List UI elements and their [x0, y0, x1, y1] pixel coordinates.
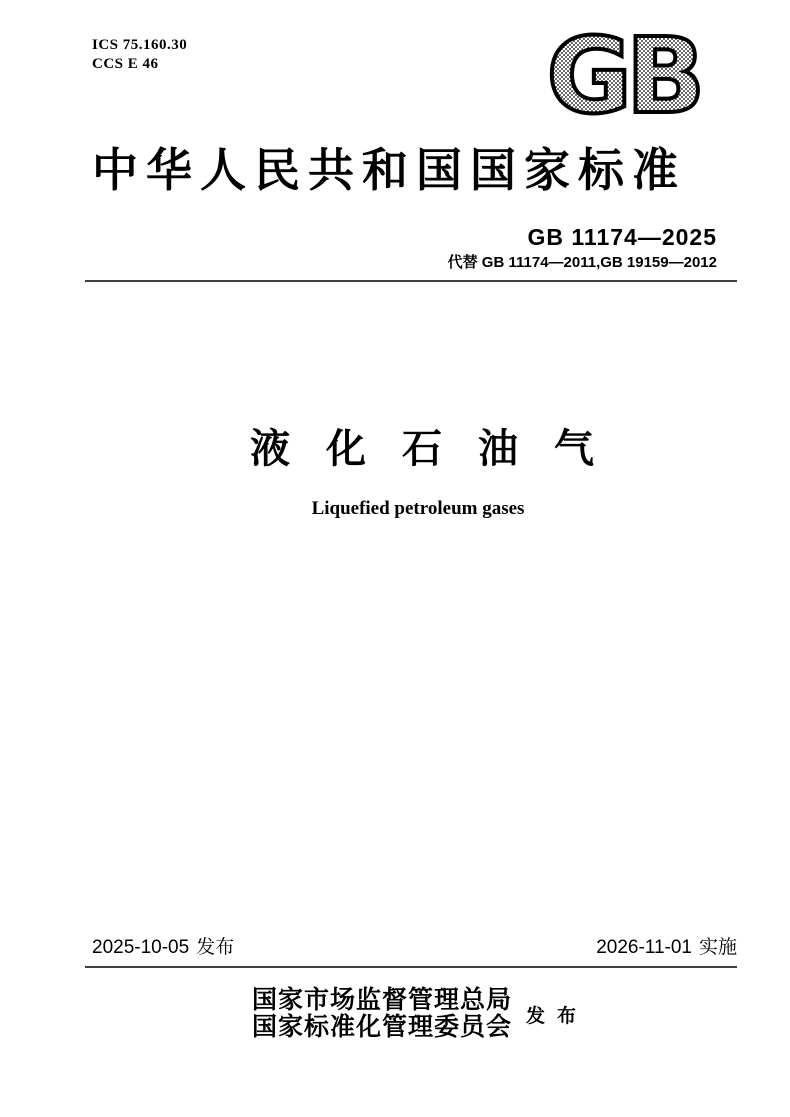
- title-chinese: 液化石油气: [250, 427, 630, 471]
- issuer-line1: 国家市场监督管理总局: [252, 987, 513, 1014]
- issuer-line2: 国家标准化管理委员会: [252, 1014, 513, 1041]
- top-divider: [85, 280, 737, 282]
- dates-row: [92, 936, 737, 960]
- ccs-code: CCS E 46: [92, 56, 159, 72]
- issuer-lines: [252, 987, 512, 1041]
- gb-logo-graphic: [533, 28, 713, 120]
- standard-number: GB 11174—2025: [527, 224, 717, 250]
- issue-date-pair: [92, 936, 234, 960]
- bottom-divider: [85, 966, 737, 968]
- replaces-note: 代替 GB 11174—2011,GB 19159—2012: [447, 254, 717, 271]
- issue-date: 2025-10-05: [92, 937, 190, 958]
- implement-date-label: 实施: [698, 937, 737, 958]
- gb-logo: [533, 28, 713, 120]
- ics-code: ICS 75.160.30: [92, 37, 188, 53]
- gb-logo-text: GB: [546, 28, 700, 120]
- classification-codes: [92, 36, 187, 74]
- implement-date-pair: [596, 936, 737, 960]
- publish-label: 发布: [526, 1005, 589, 1027]
- issue-date-label: 发布: [196, 937, 235, 958]
- implement-date: 2026-11-01: [596, 937, 692, 958]
- standard-number-block: [448, 224, 717, 272]
- header-title: 中华人民共和国国家标准: [92, 145, 686, 196]
- title-english: Liquefied petroleum gases: [311, 498, 525, 519]
- issuer-row: [252, 987, 588, 1041]
